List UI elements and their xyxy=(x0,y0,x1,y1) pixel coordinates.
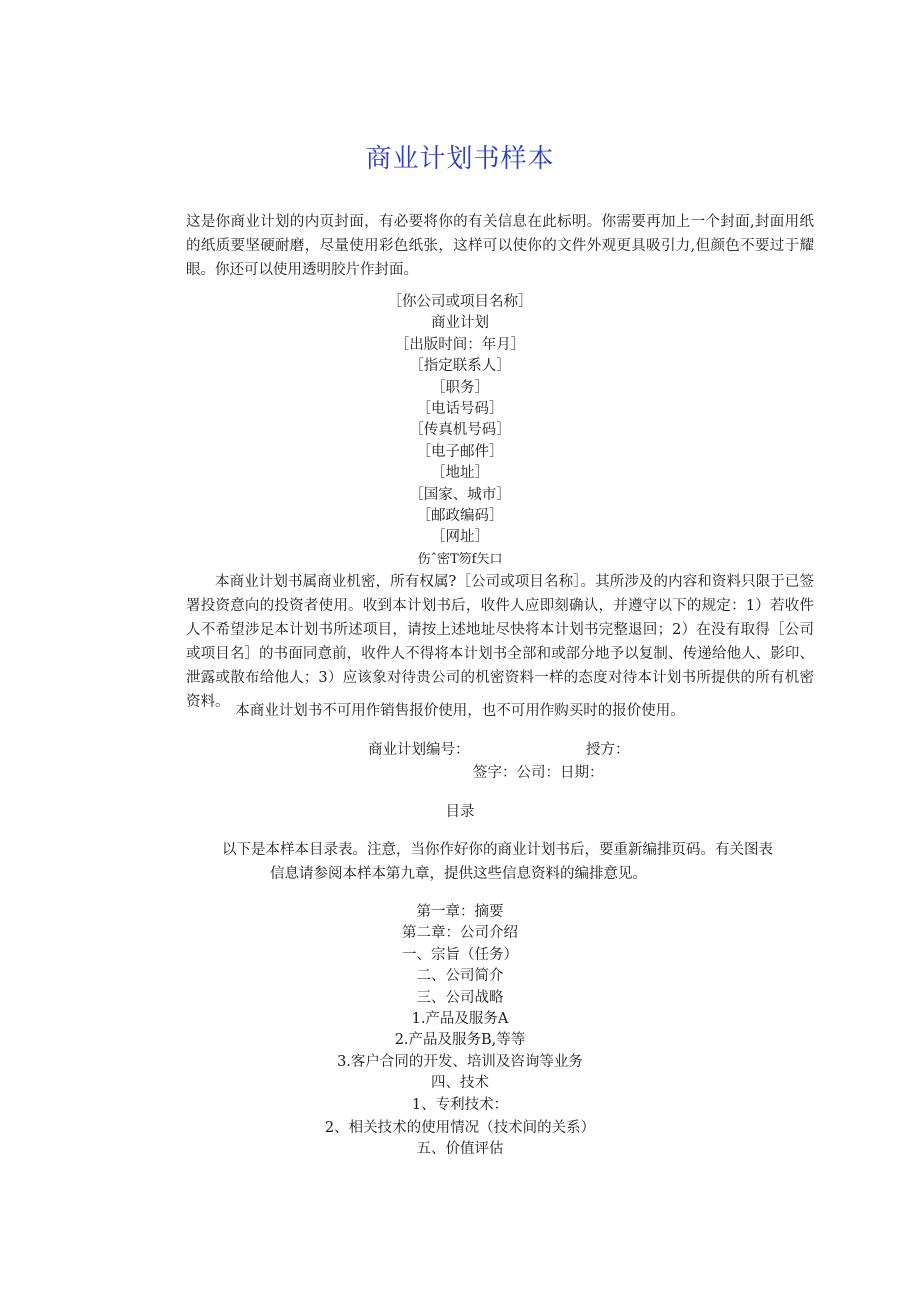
toc-heading: 目录 xyxy=(445,804,475,820)
cover-website: ［网址］ xyxy=(431,529,489,546)
confidentiality-paragraph: 本商业计划书属商业机密，所有权属?［公司或项目名称］。其所涉及的内容和资料只限于已签署投资意向的投资者使用。收到本计划书后，收件人应即刻确认，并遵守以下的规定：1）若收件人不希望涉足本计划书所述项目，请按上述地址尽快将本计划书完整退回；2）在没有取得［公司或项目名］的书面同意前，收件人不得将本计划书全部和或部分地予以复制、传递给他人、影印、泄露或散布给他人；3）应该象对待贵公司的机密资料一样的态度对待本计划书所提供的所有机密资料。 xyxy=(186,574,814,710)
toc-item: 第一章：摘要 xyxy=(416,904,504,920)
cover-garbled-text: 伤ˆ密T笏f矢口 xyxy=(417,551,503,567)
toc-note-line-1: 以下是本样本目录表。注意，当你作好你的商业计划书后，要重新编排页码。有关图表 xyxy=(222,842,773,858)
toc-item: 3.客户合同的开发、培训及咨询等业务 xyxy=(337,1053,583,1070)
plan-number-label: 商业计划编号： xyxy=(368,742,470,758)
toc-note xyxy=(222,838,814,886)
not-for-sale-notice: 本商业计划书不可用作销售报价使用，也不可用作购买时的报价使用。 xyxy=(235,703,685,719)
intro-paragraph: 这是你商业计划的内页封面，有必要将你的有关信息在此标明。你需要再加上一个封面,封面用纸的纸质要坚硬耐磨，尽量使用彩色纸张，这样可以使你的文件外观更具吸引力,但颜色不要过于耀眼。你还可以使用透明胶片作封面。 xyxy=(186,214,814,278)
toc-list xyxy=(0,902,920,1161)
cover-fax: ［传真机号码］ xyxy=(409,422,511,439)
toc-item: 第二章：公司介绍 xyxy=(402,925,518,942)
toc-item: 四、技术 xyxy=(431,1075,489,1092)
signature-line: 签字：公司：日期： xyxy=(473,765,604,781)
cover-position: ［职务］ xyxy=(431,379,489,396)
cover-address: ［地址］ xyxy=(431,465,489,482)
toc-item: 1.产品及服务A xyxy=(411,1011,509,1028)
holder-label: 授方： xyxy=(586,742,630,758)
toc-item: 2、相关技术的使用情况（技术间的关系） xyxy=(324,1120,596,1137)
cover-phone: ［电话号码］ xyxy=(416,401,504,418)
cover-publish-date: ［出版时间：年月］ xyxy=(394,336,526,353)
toc-item: 2.产品及服务B,等等 xyxy=(394,1032,526,1049)
toc-item: 五、价值评估 xyxy=(416,1141,504,1158)
cover-contact: ［指定联系人］ xyxy=(409,358,511,375)
cover-email: ［电子邮件］ xyxy=(416,443,504,460)
cover-country-city: ［国家、城市］ xyxy=(409,486,511,503)
toc-item: 一、宗旨（任务） xyxy=(402,946,518,963)
toc-item: 1、专利技术： xyxy=(411,1096,509,1113)
cover-company-name: ［你公司或项目名称］ xyxy=(387,294,533,310)
cover-plan-label: 商业计划 xyxy=(431,315,489,332)
toc-item: 三、公司战略 xyxy=(416,989,504,1006)
cover-postcode: ［邮政编码］ xyxy=(416,508,504,525)
toc-note-line-2: 信息请参阅本样本第九章，提供这些信息资料的编排意见。 xyxy=(270,866,647,882)
cover-info-block xyxy=(0,292,920,570)
document-title: 商业计划书样本 xyxy=(365,144,555,174)
toc-item: 二、公司简介 xyxy=(416,968,504,985)
